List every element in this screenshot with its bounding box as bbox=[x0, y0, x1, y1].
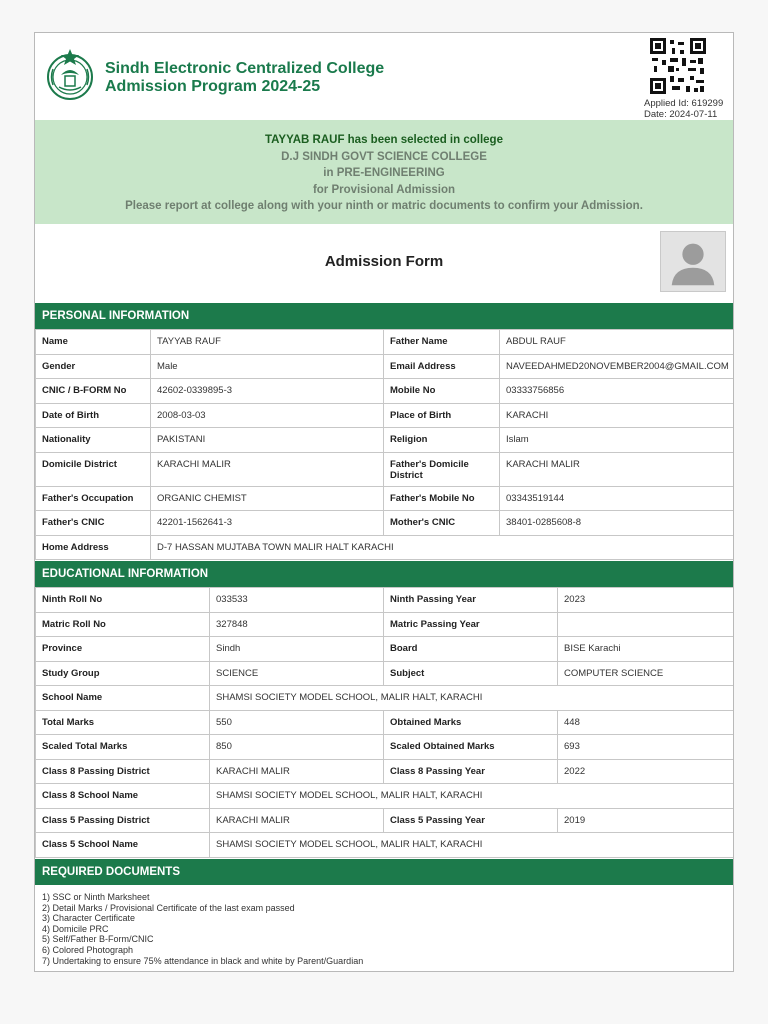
list-item: 4) Domicile PRC bbox=[42, 923, 109, 934]
value-matric-roll: 327848 bbox=[210, 612, 384, 637]
selected-college: D.J SINDH GOVT SCIENCE COLLEGE bbox=[281, 150, 487, 163]
table-row bbox=[36, 686, 734, 711]
label-father-name: Father Name bbox=[384, 330, 500, 355]
label-board: Board bbox=[384, 637, 558, 662]
application-meta bbox=[644, 98, 723, 120]
personal-info-table bbox=[35, 329, 734, 560]
table-row bbox=[36, 759, 734, 784]
selection-banner bbox=[35, 120, 733, 224]
value-class8-school: SHAMSI SOCIETY MODEL SCHOOL, MALIR HALT, KARACHI bbox=[210, 784, 734, 809]
section-personal-information: PERSONAL INFORMATION bbox=[35, 303, 733, 329]
section-required-documents: REQUIRED DOCUMENTS bbox=[35, 859, 733, 885]
table-row bbox=[36, 403, 734, 428]
form-title: Admission Form bbox=[324, 253, 444, 270]
value-ninth-year: 2023 bbox=[558, 588, 734, 613]
value-mobile: 03333756856 bbox=[500, 379, 734, 404]
label-domicile: Domicile District bbox=[36, 452, 151, 486]
table-row bbox=[36, 637, 734, 662]
table-row bbox=[36, 808, 734, 833]
label-class5-school: Class 5 School Name bbox=[36, 833, 210, 858]
label-mother-cnic: Mother's CNIC bbox=[384, 511, 500, 536]
program-title-line2: Admission Program 2024-25 bbox=[105, 78, 321, 95]
label-place-of-birth: Place of Birth bbox=[384, 403, 500, 428]
label-province: Province bbox=[36, 637, 210, 662]
value-board: BISE Karachi bbox=[558, 637, 734, 662]
application-date: Date: 2024-07-11 bbox=[644, 109, 718, 120]
label-father-occupation: Father's Occupation bbox=[36, 486, 151, 511]
value-father-cnic: 42201-1562641-3 bbox=[151, 511, 384, 536]
table-row bbox=[36, 511, 734, 536]
label-subject: Subject bbox=[384, 661, 558, 686]
table-row bbox=[36, 428, 734, 453]
required-documents-list bbox=[42, 892, 363, 966]
label-scaled-total: Scaled Total Marks bbox=[36, 735, 210, 760]
qr-code-icon bbox=[650, 38, 706, 94]
label-mobile: Mobile No bbox=[384, 379, 500, 404]
label-father-cnic: Father's CNIC bbox=[36, 511, 151, 536]
value-obtained-marks: 448 bbox=[558, 710, 734, 735]
label-home-address: Home Address bbox=[36, 535, 151, 560]
applied-id: Applied Id: 619299 bbox=[644, 98, 724, 109]
table-row bbox=[36, 612, 734, 637]
value-school-name: SHAMSI SOCIETY MODEL SCHOOL, MALIR HALT, KARACHI bbox=[210, 686, 734, 711]
label-father-mobile: Father's Mobile No bbox=[384, 486, 500, 511]
table-row bbox=[36, 784, 734, 809]
value-home-address: D-7 HASSAN MUJTABA TOWN MALIR HALT KARACHI bbox=[151, 535, 734, 560]
value-ninth-roll: 033533 bbox=[210, 588, 384, 613]
program-title bbox=[105, 60, 384, 96]
section-educational-information: EDUCATIONAL INFORMATION bbox=[35, 561, 733, 587]
user-placeholder-icon bbox=[660, 231, 726, 292]
reporting-instructions: Please report at college along with your ninth or matric documents to confirm your Admission. bbox=[125, 200, 643, 212]
value-class8-year: 2022 bbox=[558, 759, 734, 784]
label-total-marks: Total Marks bbox=[36, 710, 210, 735]
value-religion: Islam bbox=[500, 428, 734, 453]
label-matric-roll: Matric Roll No bbox=[36, 612, 210, 637]
form-header bbox=[35, 33, 733, 120]
value-cnic: 42602-0339895-3 bbox=[151, 379, 384, 404]
value-father-mobile: 03343519144 bbox=[500, 486, 734, 511]
value-email: NAVEEDAHMED20NOVEMBER2004@GMAIL.COM bbox=[500, 354, 734, 379]
value-class5-year: 2019 bbox=[558, 808, 734, 833]
value-domicile: KARACHI MALIR bbox=[151, 452, 384, 486]
value-matric-year bbox=[558, 612, 734, 637]
label-religion: Religion bbox=[384, 428, 500, 453]
value-scaled-obtained: 693 bbox=[558, 735, 734, 760]
label-cnic: CNIC / B-FORM No bbox=[36, 379, 151, 404]
label-scaled-obtained: Scaled Obtained Marks bbox=[384, 735, 558, 760]
table-row bbox=[36, 710, 734, 735]
label-class5-year: Class 5 Passing Year bbox=[384, 808, 558, 833]
table-row bbox=[36, 486, 734, 511]
label-father-domicile: Father's Domicile District bbox=[384, 452, 500, 486]
label-matric-year: Matric Passing Year bbox=[384, 612, 558, 637]
table-row bbox=[36, 379, 734, 404]
list-item: 1) SSC or Ninth Marksheet bbox=[42, 892, 150, 902]
label-class8-district: Class 8 Passing District bbox=[36, 759, 210, 784]
value-class5-district: KARACHI MALIR bbox=[210, 808, 384, 833]
table-row bbox=[36, 452, 734, 486]
label-name: Name bbox=[36, 330, 151, 355]
value-mother-cnic: 38401-0285608-8 bbox=[500, 511, 734, 536]
value-father-domicile: KARACHI MALIR bbox=[500, 452, 734, 486]
value-province: Sindh bbox=[210, 637, 384, 662]
list-item: 5) Self/Father B-Form/CNIC bbox=[42, 934, 154, 945]
label-class8-year: Class 8 Passing Year bbox=[384, 759, 558, 784]
table-row bbox=[36, 354, 734, 379]
list-item: 2) Detail Marks / Provisional Certificate of the last exam passed bbox=[42, 902, 295, 913]
list-item: 7) Undertaking to ensure 75% attendance in black and white by Parent/Guardian bbox=[42, 955, 364, 966]
value-subject: COMPUTER SCIENCE bbox=[558, 661, 734, 686]
table-row bbox=[36, 588, 734, 613]
education-info-table bbox=[35, 587, 734, 858]
value-father-name: ABDUL RAUF bbox=[500, 330, 734, 355]
label-nationality: Nationality bbox=[36, 428, 151, 453]
label-obtained-marks: Obtained Marks bbox=[384, 710, 558, 735]
value-class5-school: SHAMSI SOCIETY MODEL SCHOOL, MALIR HALT, KARACHI bbox=[210, 833, 734, 858]
label-dob: Date of Birth bbox=[36, 403, 151, 428]
label-ninth-year: Ninth Passing Year bbox=[384, 588, 558, 613]
selected-group: in PRE-ENGINEERING bbox=[323, 167, 445, 179]
table-row bbox=[36, 833, 734, 858]
value-gender: Male bbox=[151, 354, 384, 379]
label-school-name: School Name bbox=[36, 686, 210, 711]
list-item: 6) Colored Photograph bbox=[42, 944, 134, 955]
table-row bbox=[36, 661, 734, 686]
value-total-marks: 550 bbox=[210, 710, 384, 735]
value-place-of-birth: KARACHI bbox=[500, 403, 734, 428]
table-row bbox=[36, 735, 734, 760]
table-row bbox=[36, 535, 734, 560]
selection-status: TAYYAB RAUF has been selected in college bbox=[265, 134, 503, 146]
admission-form-page bbox=[34, 32, 734, 972]
value-father-occupation: ORGANIC CHEMIST bbox=[151, 486, 384, 511]
value-scaled-total: 850 bbox=[210, 735, 384, 760]
label-gender: Gender bbox=[36, 354, 151, 379]
label-email: Email Address bbox=[384, 354, 500, 379]
label-study-group: Study Group bbox=[36, 661, 210, 686]
program-title-line1: Sindh Electronic Centralized College bbox=[105, 60, 385, 77]
value-class8-district: KARACHI MALIR bbox=[210, 759, 384, 784]
value-dob: 2008-03-03 bbox=[151, 403, 384, 428]
value-nationality: PAKISTANI bbox=[151, 428, 384, 453]
sindh-government-logo-icon bbox=[41, 45, 99, 103]
admission-type: for Provisional Admission bbox=[312, 183, 456, 196]
list-item: 3) Character Certificate bbox=[42, 913, 136, 924]
label-class5-district: Class 5 Passing District bbox=[36, 808, 210, 833]
value-name: TAYYAB RAUF bbox=[151, 330, 384, 355]
value-study-group: SCIENCE bbox=[210, 661, 384, 686]
label-ninth-roll: Ninth Roll No bbox=[36, 588, 210, 613]
label-class8-school: Class 8 School Name bbox=[36, 784, 210, 809]
table-row bbox=[36, 330, 734, 355]
